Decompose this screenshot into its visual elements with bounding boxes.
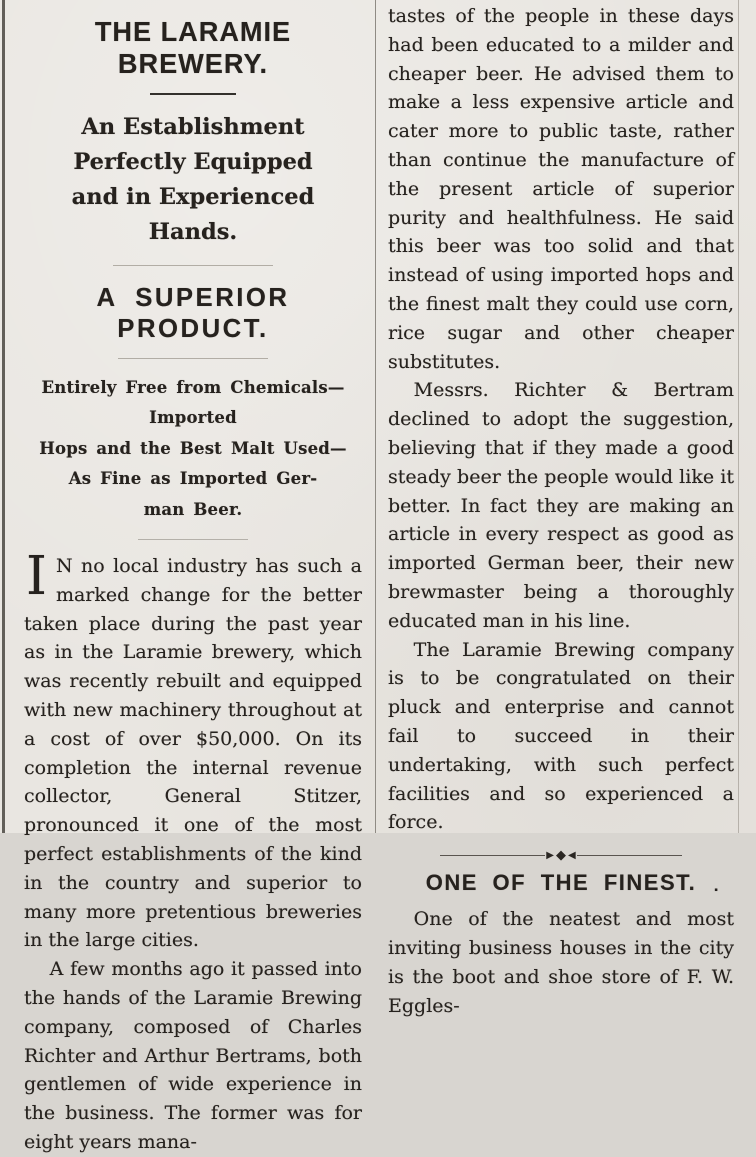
deck-line: man Beer.: [143, 499, 243, 519]
subheadline-line: and in Experienced Hands.: [71, 183, 315, 245]
second-heading-text: ONE OF THE FINEST.: [425, 870, 697, 896]
second-article-heading: [388, 870, 734, 896]
left-column: [0, 0, 376, 1154]
arrow-right-icon: ▶: [546, 849, 554, 861]
section-rule: [113, 265, 273, 266]
ornament-line: [577, 855, 682, 856]
headline-rule: [150, 93, 236, 95]
body-paragraph: tastes of the people in these days had been educated to a milder and cheaper beer. He advised them to make a less expensive article and cater more to public taste, rather than continue the manufacture of the present article of superior purity and healthfulness. He said this beer was too solid and that instead of using imported hops and the finest malt they could use corn, rice sugar and other cheaper substitutes.: [388, 5, 734, 373]
deck-line: As Fine as Imported Ger-: [68, 469, 318, 489]
body-paragraph: One of the neatest and most inviting business houses in the city is the boot and shoe store of F. W. Eggles-: [388, 908, 734, 1017]
drop-cap: I: [26, 546, 47, 608]
ornament-line: [440, 855, 545, 856]
article-headline: THE LARAMIE BREWERY.: [94, 16, 292, 79]
deck-headline: [24, 373, 362, 526]
section-rule: [118, 358, 268, 359]
article-subheadline: [24, 110, 362, 250]
arrow-left-icon: ◀: [568, 849, 576, 861]
stray-dot: .: [713, 876, 720, 896]
subheadline-line: An Establishment Perfectly Equipped: [73, 114, 313, 175]
deck-rule: [138, 539, 248, 540]
right-column: [376, 0, 756, 1017]
section-heading: A SUPERIOR PRODUCT.: [96, 281, 290, 343]
body-paragraph: A few months ago it passed into the hands of the Laramie Brewing company, composed of Charles Richter and Arthur Bertrams, both gentlemen of wide experience in the business. The former was for eight years mana-: [24, 958, 362, 1154]
body-paragraph: The Laramie Brewing company is to be congratulated on their pluck and enterprise and cannot fail to succeed in their undertaking, with such perfect facilities and so experienced a force.: [388, 638, 734, 834]
body-paragraph: [24, 546, 362, 955]
paragraph-text: N no local industry has such a marked change for the better taken place during the past year as in the Laramie brewery, which was recently rebuilt and equipped with new machinery throughout at a cost of over $50,000. On its completion the internal revenue collector, General Stitzer, pronounced it one of the most perfect establishments of the kind in the country and superior to many more pretentious breweries in the large cities.: [24, 555, 362, 952]
deck-line: Hops and the Best Malt Used—: [39, 438, 347, 458]
ornament-divider: [440, 849, 682, 862]
deck-line: Entirely Free from Chemicals—Imported: [41, 377, 345, 428]
diamond-icon: ◆: [556, 848, 566, 864]
body-paragraph: Messrs. Richter & Bertram declined to adopt the suggestion, believing that if they made a good steady beer the people would like it better. In fact they are making an article in every respect as good as imported German beer, their new brewmaster being a thoroughly educated man in his line.: [388, 379, 734, 632]
